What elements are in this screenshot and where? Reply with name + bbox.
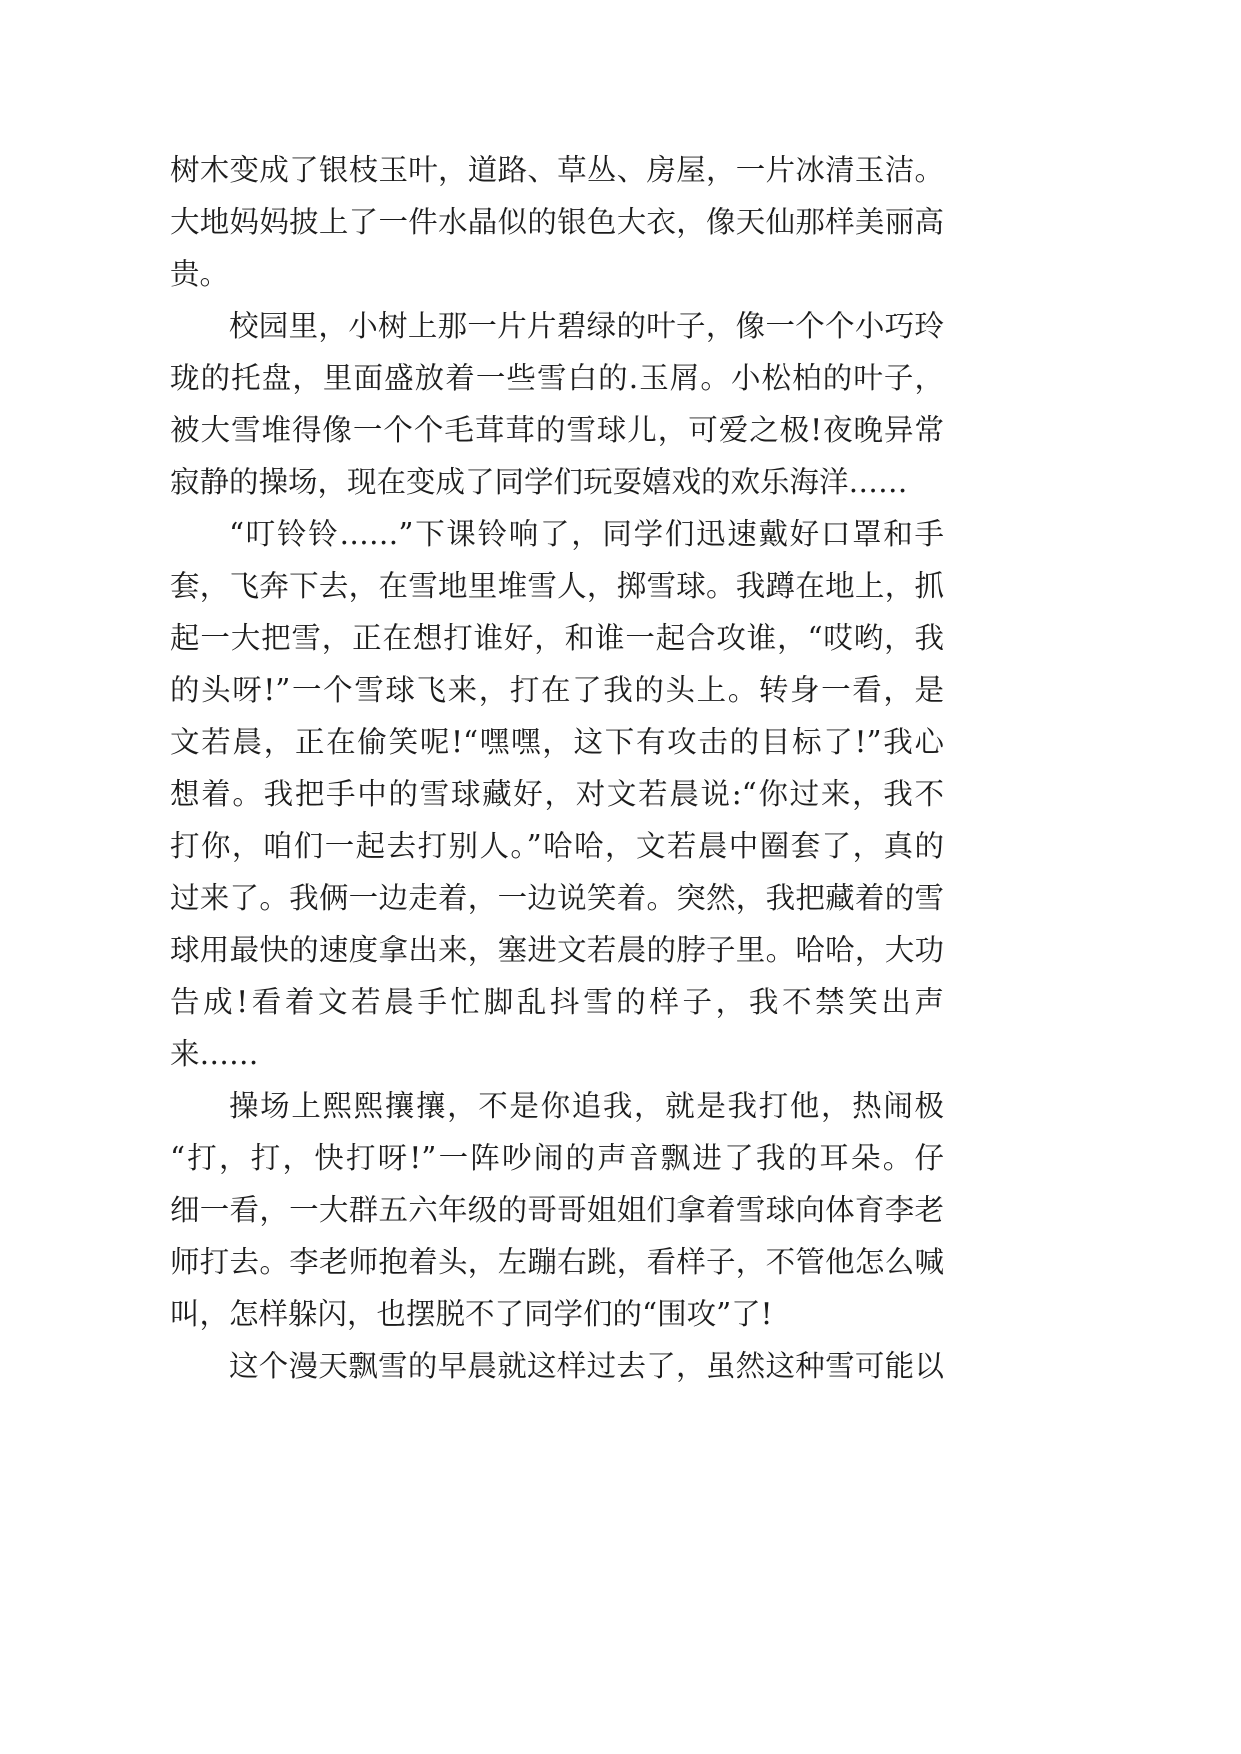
text-line: 想着。我把手中的雪球藏好，对文若晨说:“你过来，我不 xyxy=(170,777,944,811)
document-page-text xyxy=(170,144,944,1392)
text-line: 叫，怎样躲闪，也摆脱不了同学们的“围攻”了! xyxy=(170,1297,773,1331)
text-line: 打你，咱们一起去打别人。”哈哈，文若晨中圈套了，真的 xyxy=(170,829,944,863)
text-line: 操场上熙熙攘攘，不是你追我，就是我打他，热闹极 xyxy=(229,1089,944,1123)
text-line: 告成!看着文若晨手忙脚乱抖雪的样子，我不禁笑出声 xyxy=(170,985,944,1019)
text-line: 贵。 xyxy=(170,257,230,291)
text-line: “叮铃铃……”下课铃响了，同学们迅速戴好口罩和手 xyxy=(229,517,944,551)
text-line: 这个漫天飘雪的早晨就这样过去了，虽然这种雪可能以 xyxy=(229,1349,944,1383)
text-line: 文若晨，正在偷笑呢!“嘿嘿，这下有攻击的目标了!”我心 xyxy=(170,725,944,759)
paragraph-4 xyxy=(170,1080,944,1340)
paragraph-5 xyxy=(170,1340,944,1392)
text-line: “打，打，快打呀!”一阵吵闹的声音飘进了我的耳朵。仔 xyxy=(170,1141,944,1175)
text-line: 大地妈妈披上了一件水晶似的银色大衣，像天仙那样美丽高 xyxy=(170,205,944,239)
text-line: 起一大把雪，正在想打谁好，和谁一起合攻谁，“哎哟，我 xyxy=(170,621,944,655)
paragraph-3 xyxy=(170,508,944,1080)
paragraph-2 xyxy=(170,300,944,508)
text-line: 的头呀!”一个雪球飞来，打在了我的头上。转身一看，是 xyxy=(170,673,944,707)
text-line: 细一看，一大群五六年级的哥哥姐姐们拿着雪球向体育李老 xyxy=(170,1193,944,1227)
text-line: 师打去。李老师抱着头，左蹦右跳，看样子，不管他怎么喊 xyxy=(170,1245,944,1279)
text-line: 过来了。我俩一边走着，一边说笑着。突然，我把藏着的雪 xyxy=(170,881,944,915)
text-line: 校园里，小树上那一片片碧绿的叶子，像一个个小巧玲 xyxy=(229,309,944,343)
text-line: 被大雪堆得像一个个毛茸茸的雪球儿，可爱之极!夜晚异常 xyxy=(170,413,944,447)
text-line: 树木变成了银枝玉叶，道路、草丛、房屋，一片冰清玉洁。 xyxy=(170,153,944,187)
text-line: 套，飞奔下去，在雪地里堆雪人，掷雪球。我蹲在地上，抓 xyxy=(170,569,944,603)
paragraph-1 xyxy=(170,144,944,300)
text-line: 来…… xyxy=(170,1037,259,1071)
text-line: 珑的托盘，里面盛放着一些雪白的.玉屑。小松柏的叶子， xyxy=(170,361,944,395)
text-line: 球用最快的速度拿出来，塞进文若晨的脖子里。哈哈，大功 xyxy=(170,933,944,967)
text-line: 寂静的操场，现在变成了同学们玩耍嬉戏的欢乐海洋…… xyxy=(170,465,908,499)
